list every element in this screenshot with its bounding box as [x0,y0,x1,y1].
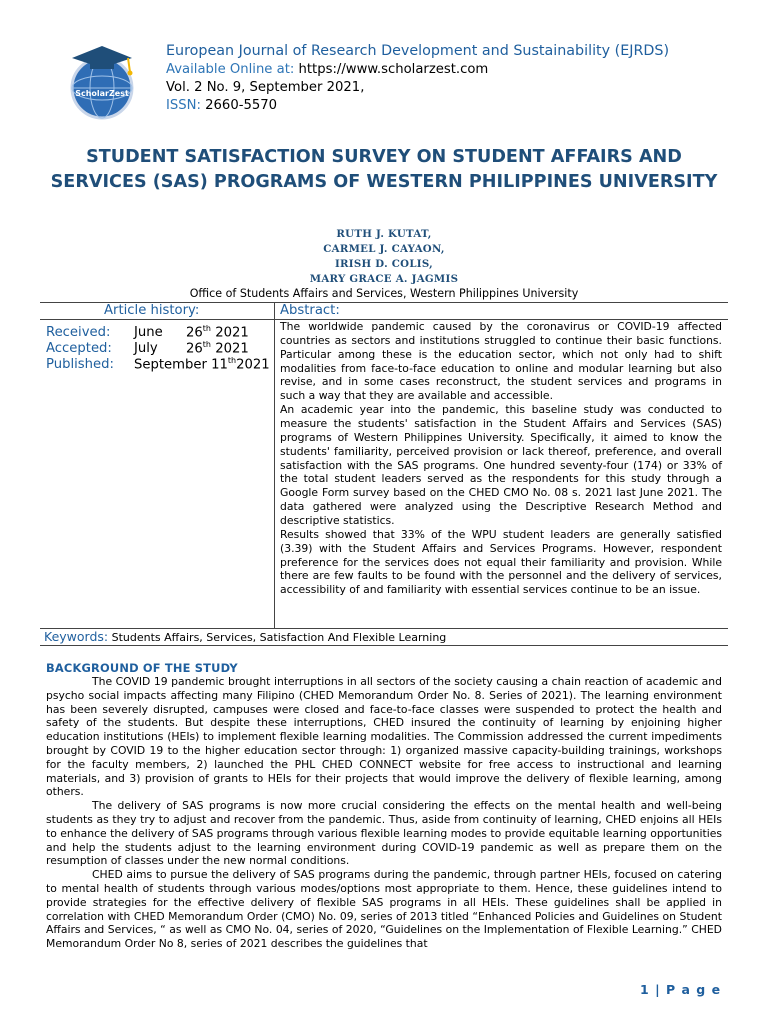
table-column-divider [274,302,275,628]
page-footer [640,982,721,997]
available-label: Available Online at: [166,62,295,77]
logo-text: ScholarZest [75,89,129,98]
issn-info [166,97,277,115]
received-label: Received: [46,325,111,341]
available-online [166,61,488,79]
page-label: | P a g e [655,982,722,997]
body-paragraph: CHED aims to pursue the delivery of SAS programs during the pandemic, through partner HEIs, focused on catering to mental health of students through various modes/options most appropriate to them. Hence, these guidelines intend to provide strategies for the effective delivery of flexible SAS programs in all HEIs. These guidelines shall be applied in correlation with CHED Memorandum Order (CMO) No. 09, series of 2013 titled “Enhanced Policies and Guidelines on Student Affairs and Services, “ as well as CMO No. 04, series of 2020, “Guidelines on the Implementation of Flexible Learning.” CHED Memorandum Order No 8, series of 2021 describes the guidelines that [46,868,722,951]
journal-url[interactable]: https://www.scholarzest.com [298,62,489,77]
abstract-heading: Abstract: [280,303,340,318]
abstract-paragraph: The worldwide pandemic caused by the coronavirus or COVID-19 affected countries as sectors and institutions struggled to continue their basic functions. Particular among these is the education sector, which not only had to shift modalities from face-to-face education to online and modular learning but also revise, and in some cases reconstruct, the student services and programs in such a way that they are available and accessible. [280,320,722,403]
published-row: Published: September 11th2021 [46,356,270,373]
accepted-label: Accepted: [46,341,112,357]
journal-logo [60,40,144,124]
keywords-value: Students Affairs, Services, Satisfaction And Flexible Learning [111,631,447,644]
published-label: Published: [46,357,114,373]
abstract-paragraph: An academic year into the pandemic, this baseline study was conducted to measure the students' satisfaction in the Student Affairs and Services (SAS) programs of Western Philippines University. Specifically, it aimed to know the students' familiarity, perceived provision or lack thereof, preference, and overall satisfaction with the SAS programs. One hundred seventy-four (174) or 33% of the total student leaders served as the respondents for this study through a Google Form survey based on the CHED CMO No. 08 s. 2021 last June 2021. The data gathered were analyzed using the Descriptive Research Method and descriptive statistics. [280,403,722,528]
body-paragraph: The COVID 19 pandemic brought interruptions in all sectors of the society causing a chain reaction of academic and psycho social impacts affecting many Filipino (CHED Memorandum Order No. 8. Series of 2021). The learning environment has been severely disrupted, campuses were closed and face-to-face classes were suspended to protect the health and safety of the students. But despite these interruptions, CHED insured the continuity of learning by enjoining higher education institutions (HEIs) to implement flexible learning modalities. The Commission addressed the current impediments brought by COVID 19 to the higher education sector through: 1) organized massive capacity-building trainings, workshops for the faculty members, 2) launched the PHL CHED CONNECT website for free access to instructional and learning materials, and 3) provision of grants to HEIs for their projects that would improve the delivery of flexible learning, among others. [46,675,722,799]
received-row: Received: June 26th 2021 [46,324,249,341]
page-number: 1 [640,982,650,997]
affiliation: Office of Students Affairs and Services, Western Philippines University [189,287,579,300]
article-title: STUDENT SATISFACTION SURVEY ON STUDENT AFFAIRS AND SERVICES (SAS) PROGRAMS OF WESTERN PHILIPPINES UNIVERSITY [50,147,718,192]
article-history-heading: Article history: [104,303,200,318]
author-4: MARY GRACE A. JAGMIS [309,273,459,285]
issn-label: ISSN: [166,98,201,113]
section-heading: BACKGROUND OF THE STUDY [46,661,238,675]
author-2: CARMEL J. CAYAON, [323,243,445,255]
issn-value: 2660-5570 [205,98,278,113]
keywords-label: Keywords: [44,629,109,644]
author-3: IRISH D. COLIS, [334,258,434,270]
table-rule-bottom [40,645,728,646]
abstract-text [280,320,722,597]
volume-info: Vol. 2 No. 9, September 2021, [166,80,365,95]
keywords-row [44,629,446,645]
accepted-row: Accepted: July 26th 2021 [46,340,249,357]
article-info-table [40,302,728,646]
body-text [46,675,722,951]
abstract-paragraph: Results showed that 33% of the WPU student leaders are generally satisfied (3.39) with the Student Affairs and Services Programs. However, respondent preference for the services does not equal their familiarity and provision. While there are few faults to be found with the personnel and the delivery of services, accessibility of and familiarity with essential services continue to be an issue. [280,527,722,597]
author-1: RUTH J. KUTAT, [336,228,432,240]
body-paragraph: The delivery of SAS programs is now more crucial considering the effects on the mental health and well-being students as they try to adjust and recover from the pandemic. Thus, aside from continuity of learning, CHED enjoins all HEIs to enhance the delivery of SAS programs through various flexible learning modes to provide equitable learning opportunities and help the students adjust to the learning environment during COVID-19 pandemic as well as prepare them on the resumption of classes under the new normal conditions. [46,799,722,868]
journal-name: European Journal of Research Development and Sustainability (EJRDS) [166,43,670,59]
